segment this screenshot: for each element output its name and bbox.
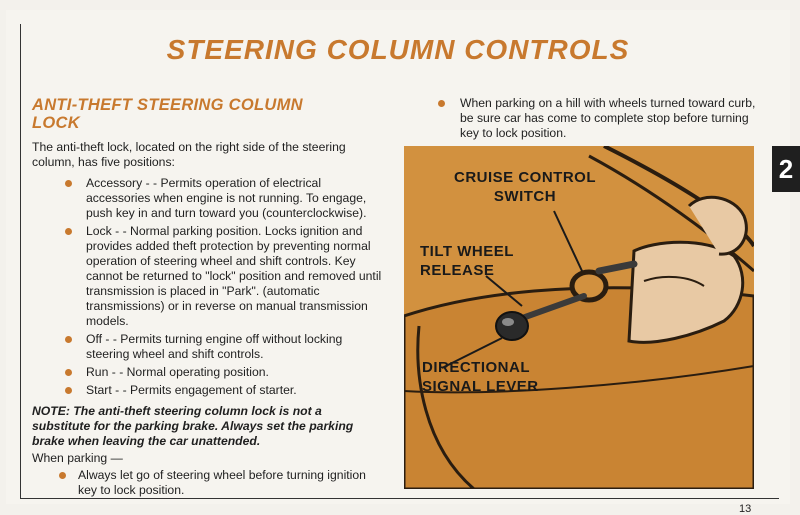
- list-item: [32, 383, 382, 398]
- tip-text: When parking on a hill with wheels turned toward curb, be sure car has come to complete stop before turning key to lock position.: [460, 96, 756, 140]
- bullet-icon: [59, 472, 66, 479]
- bullet-icon: [65, 369, 72, 376]
- right-column: [436, 96, 766, 141]
- intro-paragraph: The anti-theft lock, located on the right side of the steering column, has five positions:: [32, 140, 346, 169]
- steering-column-illustration: [404, 146, 754, 489]
- page-title: STEERING COLUMN CONTROLS: [166, 34, 630, 65]
- signal-label-line1: DIRECTIONAL: [422, 359, 530, 376]
- parking-tips-list-continued: [436, 96, 766, 141]
- parking-tips-list: [32, 468, 382, 498]
- bullet-icon: [438, 100, 445, 107]
- list-item: [436, 96, 766, 141]
- when-parking-heading: When parking —: [32, 451, 123, 465]
- tip-text: Always let go of steering wheel before turning ignition key to lock position.: [78, 468, 366, 497]
- manual-page: [6, 10, 790, 515]
- cruise-label-line1: CRUISE CONTROL: [454, 169, 596, 186]
- tilt-wheel-label: [420, 242, 514, 280]
- directional-signal-label: [422, 358, 539, 396]
- tilt-label-line2: RELEASE: [420, 262, 495, 279]
- lever-knob: [496, 312, 528, 340]
- lock-positions-list: [32, 176, 382, 398]
- list-item: [32, 332, 382, 362]
- section-title-line1: ANTI-THEFT STEERING COLUMN: [32, 96, 303, 114]
- cruise-label-line2: SWITCH: [493, 188, 557, 205]
- list-item: [32, 365, 382, 380]
- tilt-label-line1: TILT WHEEL: [420, 243, 514, 260]
- cruise-control-label: [454, 168, 596, 206]
- section-title-line2: LOCK: [32, 114, 80, 132]
- position-text: Start - - Permits engagement of starter.: [86, 383, 297, 397]
- position-text: Run - - Normal operating position.: [86, 365, 269, 379]
- cruise-leader-line: [554, 211, 582, 271]
- section-title: [32, 96, 382, 132]
- note-text: NOTE: The anti-theft steering column lock is not a substitute for the parking brake. Always set the parking brake when leaving the car unattended.: [32, 404, 354, 448]
- bullet-icon: [65, 180, 72, 187]
- chapter-tab: 2: [772, 146, 800, 192]
- list-item: [32, 224, 382, 329]
- tilt-lever: [599, 264, 634, 271]
- page-number: 13: [739, 503, 752, 515]
- list-item: [32, 468, 382, 498]
- list-item: [32, 176, 382, 221]
- position-text: Off - - Permits turning engine off without locking steering wheel and shift controls.: [86, 332, 343, 361]
- lever-knob-highlight: [502, 318, 514, 326]
- position-text: Accessory - - Permits operation of electrical accessories when engine is not running. To engage, push key in and turn toward you (counterclockwise).: [86, 176, 367, 220]
- bullet-icon: [65, 336, 72, 343]
- left-column: [32, 96, 382, 498]
- bullet-icon: [65, 387, 72, 394]
- position-text: Lock - - Normal parking position. Locks ignition and provides added theft protection by preventing normal operation of steering wheel and shift controls. Key cannot be returned to "lock" position and removed until transmission is placed in "Park". (automatic transmissions) or in reverse on manual transmission models.: [86, 224, 382, 328]
- signal-label-line2: SIGNAL LEVER: [422, 378, 539, 395]
- bullet-icon: [65, 228, 72, 235]
